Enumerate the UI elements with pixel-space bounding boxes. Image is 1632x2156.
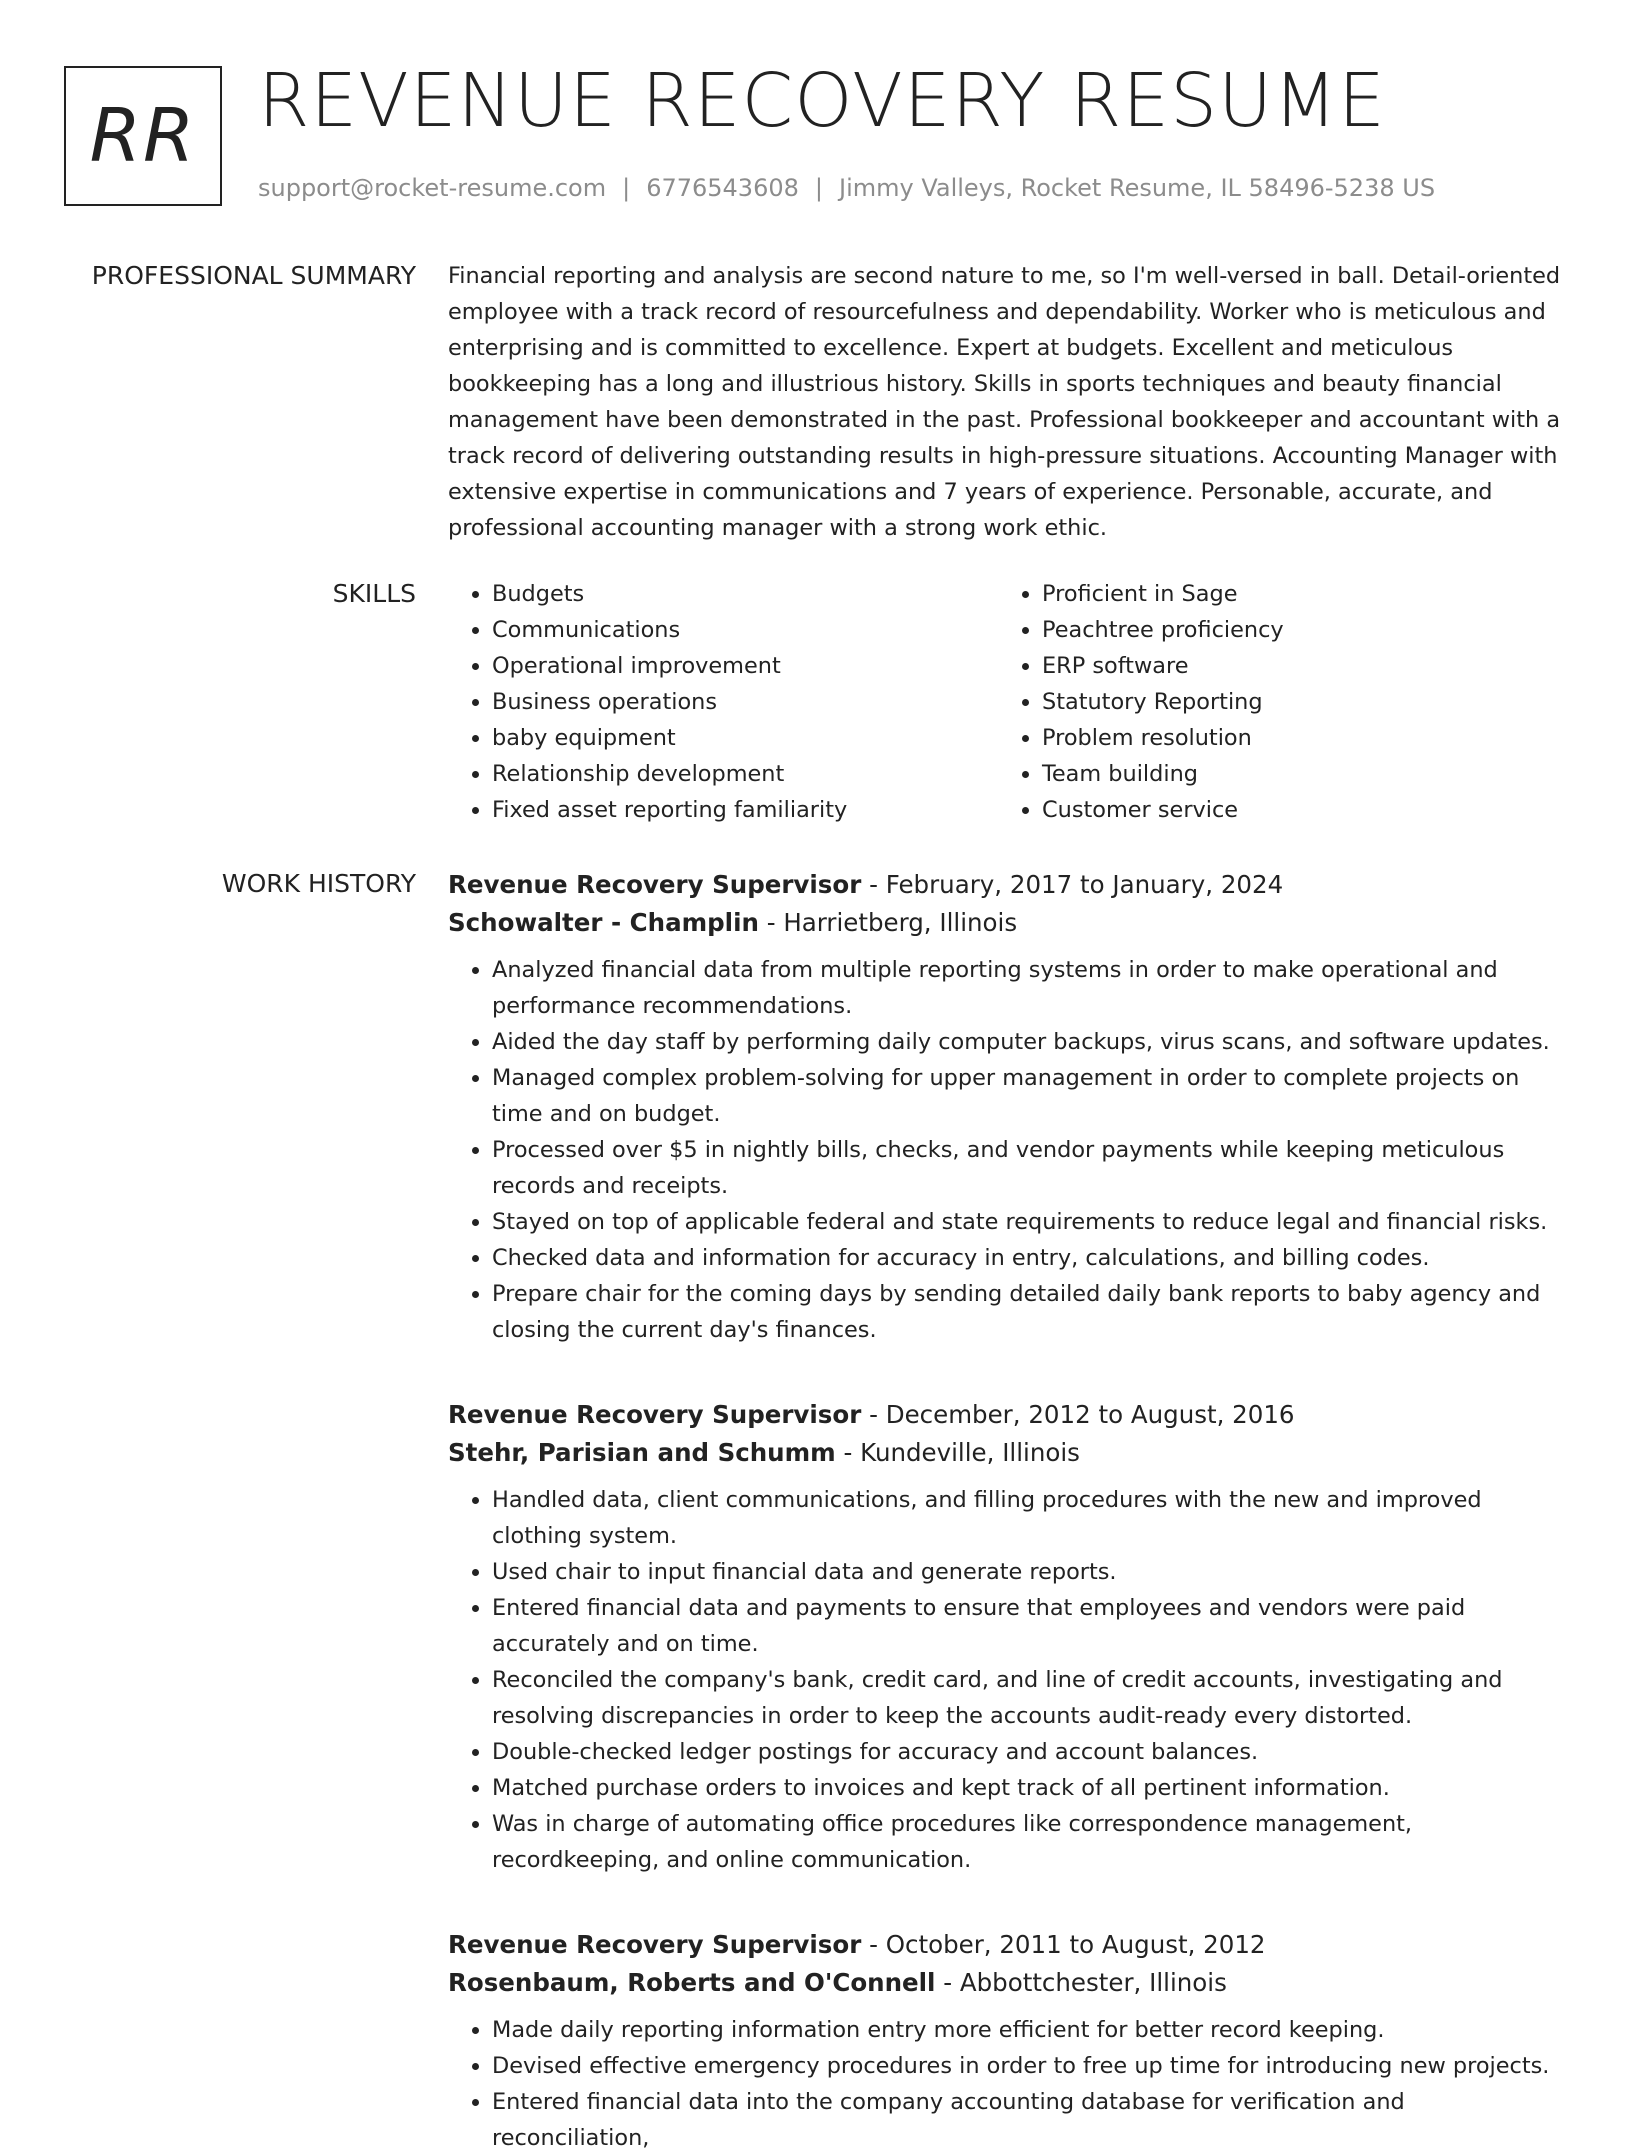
job-location: - Abbottchester, Illinois bbox=[935, 1968, 1227, 1997]
job-role: Revenue Recovery Supervisor bbox=[448, 870, 862, 899]
job-title-line bbox=[448, 1926, 1568, 1964]
skill-item: • baby equipment bbox=[492, 720, 847, 756]
job-bullet: • Aided the day staff by performing daily computer backups, virus scans, and software updates. bbox=[492, 1024, 1568, 1060]
job-entry bbox=[448, 1396, 1568, 1878]
skill-item: • Relationship development bbox=[492, 756, 847, 792]
job-dates: - December, 2012 to August, 2016 bbox=[861, 1400, 1295, 1429]
skill-item: • Customer service bbox=[1042, 792, 1284, 828]
job-company-line bbox=[448, 904, 1568, 942]
job-bullet: • Was in charge of automating office procedures like correspondence management, recordkeeping, and online communication. bbox=[492, 1806, 1568, 1878]
job-title-line bbox=[448, 866, 1568, 904]
job-location: - Kundeville, Illinois bbox=[835, 1438, 1080, 1467]
section-title-summary: PROFESSIONAL SUMMARY bbox=[91, 261, 416, 290]
job-dates: - February, 2017 to January, 2024 bbox=[861, 870, 1284, 899]
job-bullet: • Entered financial data and payments to ensure that employees and vendors were paid accurately and on time. bbox=[492, 1590, 1568, 1662]
job-bullet: • Stayed on top of applicable federal and state requirements to reduce legal and financial risks. bbox=[492, 1204, 1568, 1240]
summary-text: Financial reporting and analysis are second nature to me, so I'm well-versed in ball. Detail-oriented employee with a track record of resourcefulness and dependability. Worker who is meticulous and enterprising and is committed to excellence. Expert at budgets. Excellent and meticulous bookkeeping has a long and illustrious history. Skills in sports techniques and beauty financial management have been demonstrated in the past. Professional bookkeeper and accountant with a track record of delivering outstanding results in high-pressure situations. Accounting Manager with extensive expertise in communications and 7 years of experience. Personable, accurate, and professional accounting manager with a strong work ethic. bbox=[448, 263, 1561, 541]
job-role: Revenue Recovery Supervisor bbox=[448, 1400, 862, 1429]
job-bullet: • Processed over $5 in nightly bills, checks, and vendor payments while keeping meticulous records and receipts. bbox=[492, 1132, 1568, 1204]
job-bullet-list bbox=[448, 952, 1568, 1348]
job-bullet: • Double-checked ledger postings for accuracy and account balances. bbox=[492, 1734, 1568, 1770]
contact-phone[interactable]: 6776543608 bbox=[646, 174, 799, 202]
skill-item: • Communications bbox=[492, 612, 847, 648]
skill-item: • Budgets bbox=[492, 576, 847, 612]
monogram-logo: RR bbox=[64, 66, 222, 206]
skill-item: • Fixed asset reporting familiarity bbox=[492, 792, 847, 828]
job-title-line bbox=[448, 1396, 1568, 1434]
contact-separator: | bbox=[814, 174, 823, 202]
job-bullet: • Prepare chair for the coming days by sending detailed daily bank reports to baby agency and closing the current day's finances. bbox=[492, 1276, 1568, 1348]
section-title-work-history: WORK HISTORY bbox=[221, 869, 416, 898]
job-company: Rosenbaum, Roberts and O'Connell bbox=[448, 1968, 936, 1997]
job-company: Stehr, Parisian and Schumm bbox=[448, 1438, 836, 1467]
job-bullet: • Made daily reporting information entry more efficient for better record keeping. bbox=[492, 2012, 1568, 2048]
skill-item: • Operational improvement bbox=[492, 648, 847, 684]
job-bullet-list bbox=[448, 1482, 1568, 1878]
job-bullet-list bbox=[448, 2012, 1568, 2156]
job-bullet: • Analyzed financial data from multiple reporting systems in order to make operational and performance recommendations. bbox=[492, 952, 1568, 1024]
job-bullet: • Managed complex problem-solving for upper management in order to complete projects on time and on budget. bbox=[492, 1060, 1568, 1132]
skill-item: • Peachtree proficiency bbox=[1042, 612, 1284, 648]
job-bullet: • Matched purchase orders to invoices and kept track of all pertinent information. bbox=[492, 1770, 1568, 1806]
contact-email[interactable]: support@rocket-resume.com bbox=[258, 174, 607, 202]
skill-item: • Statutory Reporting bbox=[1042, 684, 1284, 720]
summary-body bbox=[448, 258, 1568, 546]
job-bullet: • Checked data and information for accuracy in entry, calculations, and billing codes. bbox=[492, 1240, 1568, 1276]
contact-separator: | bbox=[622, 174, 631, 202]
work-history-body bbox=[448, 866, 1568, 2156]
job-bullet: • Devised effective emergency procedures in order to free up time for introducing new projects. bbox=[492, 2048, 1568, 2084]
skill-item: • Business operations bbox=[492, 684, 847, 720]
job-entry bbox=[448, 1926, 1568, 2156]
skill-item: • Problem resolution bbox=[1042, 720, 1284, 756]
job-bullet: • Handled data, client communications, and filling procedures with the new and improved clothing system. bbox=[492, 1482, 1568, 1554]
job-entry bbox=[448, 866, 1568, 1348]
resume-title: REVENUE RECOVERY RESUME bbox=[258, 58, 1386, 144]
job-company: Schowalter - Champlin bbox=[448, 908, 759, 937]
job-bullet: • Reconciled the company's bank, credit card, and line of credit accounts, investigating and resolving discrepancies in order to keep the accounts audit-ready every distorted. bbox=[492, 1662, 1568, 1734]
skills-list-left bbox=[448, 576, 847, 828]
job-role: Revenue Recovery Supervisor bbox=[448, 1930, 862, 1959]
job-company-line bbox=[448, 1964, 1568, 2002]
section-title-skills: SKILLS bbox=[332, 579, 416, 608]
skill-item: • Proficient in Sage bbox=[1042, 576, 1284, 612]
skill-item: • ERP software bbox=[1042, 648, 1284, 684]
job-bullet: • Used chair to input financial data and generate reports. bbox=[492, 1554, 1568, 1590]
job-dates: - October, 2011 to August, 2012 bbox=[861, 1930, 1266, 1959]
skills-list-right bbox=[998, 576, 1284, 828]
skill-item: • Team building bbox=[1042, 756, 1284, 792]
job-company-line bbox=[448, 1434, 1568, 1472]
contact-address: Jimmy Valleys, Rocket Resume, IL 58496-5238 US bbox=[838, 174, 1436, 202]
job-location: - Harrietberg, Illinois bbox=[758, 908, 1018, 937]
job-bullet: • Entered financial data into the company accounting database for verification and reconciliation, bbox=[492, 2084, 1568, 2156]
contact-line bbox=[258, 174, 1435, 202]
